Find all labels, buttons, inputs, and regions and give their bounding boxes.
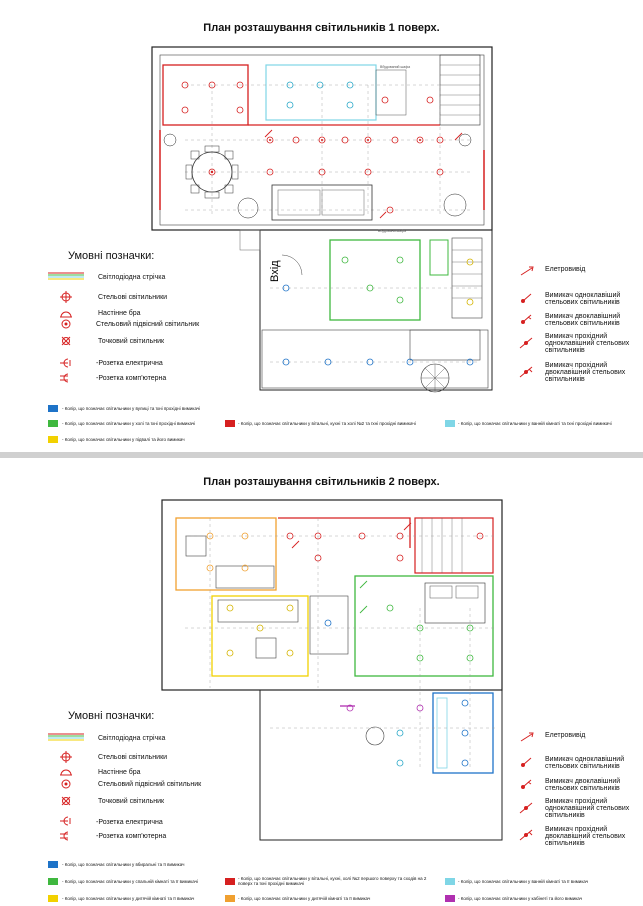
legend-item-pendant: Стельовий підвісний світильник [96,321,200,328]
key2-swatch-cyan [445,878,455,885]
led-strip-icon [48,272,84,280]
key-text-red: - Колір, що позначає світильники у вітальні, кухні та холі №2 та їхні прохідні вимикачі [238,421,416,426]
entrance-label: Вхід [269,260,281,282]
wall-sconce-icon [60,308,72,318]
right-legend2-switch-pass-1: Вимикач прохідний одноклавішний стельових світильників [545,798,630,819]
key2-text-cyan: - Колір, що позначає світильники у ванній кімнаті та її вимикач [458,879,589,884]
led-strip-icon-2 [48,733,84,741]
key2-swatch-magenta [445,895,455,902]
ceiling-light-icon-2 [60,751,72,763]
legend2-item-ceiling: Стельові світильники [98,754,168,761]
legend-item-led: Світлодіодна стрічка [98,274,166,281]
data-socket-icon-2 [60,831,74,841]
key2-swatch-blue [48,861,58,868]
key-swatch-yellow [48,436,58,443]
right-legend2-switch-1: Вимикач одноклавішний стельових світильників [545,756,625,770]
floor2-title: План розташування світильників 2 поверх. [203,476,440,488]
switch-pass-single-icon [518,336,534,350]
right-legend2-switch-pass-2: Вимикач прохідний двоклавішний стельових світильників [545,826,626,847]
wall-sconce-icon-2 [60,766,72,776]
key2-text-yellow: - Колір, що позначає світильники у дитячій кімнаті та її вимикач [62,896,195,901]
key2-text-magenta: - Колір, що позначає світильники у кабінеті та його вимикач [458,896,583,901]
key2-swatch-green [48,878,58,885]
floor1-legend-title: Умовні позначки: [68,250,155,262]
right-legend-switch-pass-1: Вимикач прохідний одноклавішний стельових світильників [545,333,630,354]
floor1-plan [0,0,643,452]
legend2-item-data-socket: -Розетка комп'ютерна [96,833,167,840]
key-text-yellow: - Колір, що позначає світильники у підвалі та його вимикач [62,437,185,442]
legend2-item-spot: Точковий світильник [98,798,165,805]
power-line-icon-2 [520,732,534,742]
right-legend2-switch-2: Вимикач двоклавішний стельових світильників [545,778,621,792]
switch-pass-single-icon-2 [518,801,534,815]
switch-pass-double-icon [518,365,534,379]
key2-text-blue: - Колір, що позначає світильники у вбиральні та її вимикач [62,862,185,867]
legend2-item-led: Світлодіодна стрічка [98,735,166,742]
key2-text-green: - Колір, що позначає світильники у спальній кімнаті та її вимикачі [62,879,198,884]
pendant-light-icon-2 [60,778,72,790]
floor2-legend-title: Умовні позначки: [68,710,155,722]
floor2-sheet [0,458,643,906]
right-legend-switch-2: Вимикач двоклавішний стельових світильників [545,313,621,327]
switch-single-icon-2 [520,756,534,768]
closet-label-a: Вбудований шафа [380,65,411,69]
power-socket-icon [60,358,74,368]
right-legend-switch-1: Вимикач одноклавіший стельових світильників [545,292,621,306]
switch-single-icon [520,292,534,304]
legend-item-sconce: Настінне бра [98,310,141,317]
legend-item-ceiling: Стельові світильники [98,294,168,301]
legend-item-data-socket: -Розетка комп'ютерна [96,375,167,382]
switch-double-icon [520,313,534,325]
legend2-item-pendant: Стельовий підвісний світильник [98,781,202,788]
legend-item-spot: Точковий світильник [98,338,165,345]
right-legend-switch-pass-2: Вимикач прохідний двоклавішний стельових світильників [545,362,626,383]
right-legend2-power: Елетровивід [545,732,586,739]
legend-item-socket: -Розетка електрична [96,360,163,367]
power-line-icon [520,266,534,276]
switch-double-icon-2 [520,778,534,790]
power-socket-icon-2 [60,816,74,826]
spot-light-icon-2 [60,795,72,807]
key2-text-orange: - Колір, що позначає світильники у дитячій кімнаті та її вимикач [238,896,371,901]
key2-swatch-orange [225,895,235,902]
right-legend-power: Елетровивід [545,266,586,273]
key-swatch-blue [48,405,58,412]
key-swatch-red [225,420,235,427]
key2-text-red: - Колір, що позначає світильники у вітальні, кухні, холі №2 першого поверху та сходів на 2 поверх та їхні прохідні вимикачі [238,876,427,886]
key2-swatch-yellow [48,895,58,902]
pendant-light-icon [60,318,72,330]
key-swatch-cyan [445,420,455,427]
data-socket-icon [60,373,74,383]
key-text-cyan: - Колір, що позначає світильники у ванній кімнаті та їхні прохідні вимикачі [458,421,612,426]
legend2-item-socket: -Розетка електрична [96,819,163,826]
floor1-title: План розташування світильників 1 поверх. [203,22,440,34]
closet-label-b: Вбудована шафа [378,229,407,233]
legend2-item-sconce: Настінне бра [98,769,141,776]
key-swatch-green [48,420,58,427]
switch-pass-double-icon-2 [518,828,534,842]
spot-light-icon [60,335,72,347]
key-text-green: - Колір, що позначає світильники у холі та їхні прохідні вимикачі [62,421,196,426]
floor1-sheet [0,0,643,452]
key2-swatch-red [225,878,235,885]
ceiling-light-icon [60,291,72,303]
key-text-blue: - Колір, що позначає світильники у вулиці та їхні прохідні вимикачі [62,406,201,411]
